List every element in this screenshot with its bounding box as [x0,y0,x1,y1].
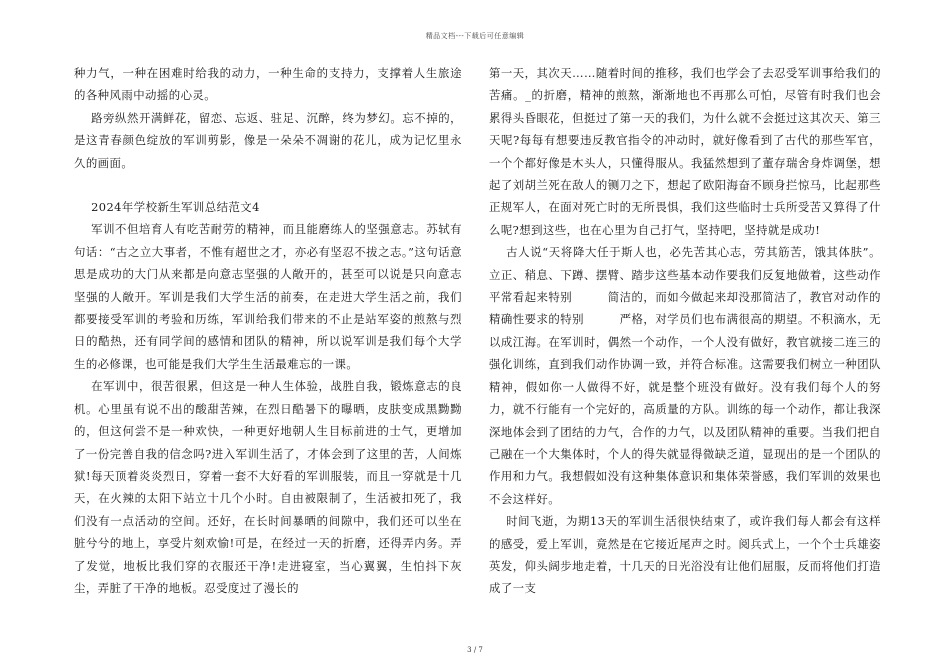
paragraph: 路旁纵然开满鲜花，留恋、忘返、驻足、沉醉，终为梦幻。忘不掉的，是这青春颜色绽放的军训剪影，像是一朵朵不凋谢的花儿，成为记忆里永久的画面。 [74,110,462,170]
page-header: 精品文档---下载后可任意编辑 [425,32,525,40]
paragraph: 军训不但培育人有吃苦耐劳的精神，而且能磨练人的坚强意志。苏轼有句话：“古之立大事者，不惟有超世之才，亦必有坚忍不拔之志。”这句话意思是成功的大门从来都是向意志坚强的人敞开的，甚至可以说是只向意志坚强的人敞开。军训是我们大学生活的前奏，在走进大学生活之前，我们都要接受军训的考验和历练，军训给我们带来的不止是站军姿的煎熬与烈日的酷热，还有同学间的感情和团队的精神，所以说军训是我们每个大学生的必修课，也可能是我们大学生生活最难忘的一课。 [74,222,462,371]
paragraph: 古人说“天将降大任于斯人也，必先苦其心志，劳其筋苦，饿其体肤”。立正、稍息、下蹲、摆臂、踏步这些基本动作要我们反复地做着，这些动作平常看起来特别 简洁的，而如今做起来却没那简洁了，教官对动作的精确性要求的特别 严格，对学员们也布满很高的期望。不积滴水，无以成江海。在军训时，偶然一个动作，一个人没有做好，教官就接二连三的强化训练，直到我们动作协调一致，并符合标准。这需要我们树立一种团队精神，假如你一人做得不好，就是整个班没有做好。没有我们每个人的努力，就不行能有一个完好的，高质量的方队。训练的每一个动作，都让我深深地体会到了团结的力气，合作的力气，以及团队精神的重要。当我们把自己融在一个大集体时，个人的得失就显得微缺乏道，显现出的是一个团队的作用和力气。我想假如没有这种集体意识和集体荣誉感，我们军训的效果也不会这样好。 [489,245,881,506]
paragraph: 在军训中，很苦很累，但这是一种人生体验，战胜自我，锻炼意志的良机。心里虽有说不出的酸甜苦辣，在烈日酷暑下的曝晒，皮肤变成黑黝黝的，但这何尝不是一种欢快，一种更好地朝人生目标前进的士气，更增加了一份完善自我的信念吗?进入军训生活了，才体会到了这里的苦，人间炼狱!每天顶着炎炎烈日，穿着一套不大好看的军训服装，而且一穿就是十几天，在火辣的太阳下站立十几个小时。自由被限制了，生活被扣死了，我们没有一点活动的空间。还好，在长时间暴晒的间隙中，我们还可以坐在脏兮兮的地上，享受片刻欢愉!可是，在经过一天的折磨，还得弄内务。弄了发觉，地板比我们穿的衣服还干净!走进寝室，当心翼翼，生怕抖下灰尘，弄脏了干净的地板。忍受度过了漫长的 [74,379,462,595]
page-number: 3 / 7 [467,646,483,654]
paragraph: 时间飞逝，为期13天的军训生活很快结束了，或许我们每人都会有这样的感受，爱上军训，竟然是在它接近尾声之时。阅兵式上，一个个士兵雄姿英发，仰头阔步地走着，十几天的日光浴没有让他们屈服，反而将他们打造成了一支 [489,514,881,596]
section-heading: 2024年学校新生军训总结范文4 [91,200,260,215]
paragraph: 种力气，一种在困难时给我的动力，一种生命的支持力，支撑着人生旅途的各种风雨中动摇的心灵。 [74,66,462,103]
right-column [489,62,881,600]
paragraph: 第一天，其次天……随着时间的推移，我们也学会了去忍受军训事给我们的苦痛。_的折磨，精神的煎熬，渐渐地也不再那么可怕，尽管有时我们也会累得头昏眼花，但挺过了第一天的我们，为什么就不会挺过这其次天、第三天呢?每每有想要违反教官指令的冲动时，就好像看到了古代的那些军官，一个个都好像是木头人，只懂得服从。我猛然想到了董存瑞舍身炸调堡，想起了刘胡兰死在敌人的铡刀之下，想起了欧阳海奋不顾身拦惊马，比起那些正规军人，在面对死亡时的无所畏惧，我们这些临时士兵所受苦又算得了什么呢?想到这些，也在心里为自己打气，坚持吧，坚持就是成功! [489,66,881,237]
left-column [74,62,462,599]
